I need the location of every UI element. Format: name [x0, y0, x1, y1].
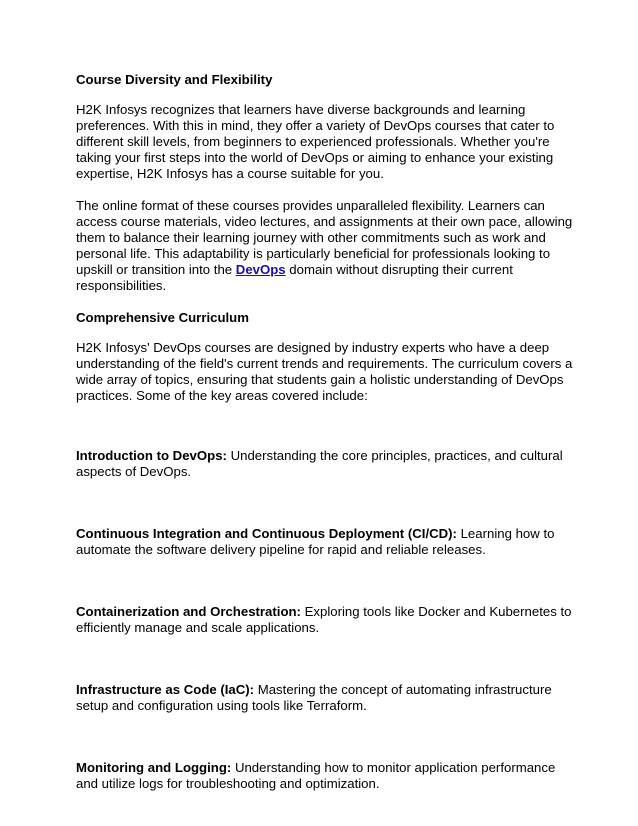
topic-description: Understanding the core principles, practices, and cultural aspects of DevOps.: [76, 448, 563, 479]
topic-introduction-devops: [76, 448, 576, 480]
section-heading-course-diversity: Course Diversity and Flexibility: [76, 72, 273, 87]
topic-title: Monitoring and Logging:: [76, 760, 232, 775]
paragraph-online-flexibility: [76, 198, 576, 294]
topic-description: Learning how to automate the software delivery pipeline for rapid and reliable releases.: [76, 526, 555, 557]
topic-title: Infrastructure as Code (IaC):: [76, 682, 255, 697]
document-body: [76, 72, 576, 792]
paragraph-text-start: The online format of these courses provides unparalleled flexibility. Learners can access course materials, video lectures, and assignments at their own pace, allowing them to balance their learning journey with other commitments such as work and personal life. This adaptability is particularly beneficial for professionals looking to upskill or transition into the: [76, 198, 573, 277]
topic-containerization: [76, 604, 576, 636]
topic-title: Containerization and Orchestration:: [76, 604, 301, 619]
paragraph-curriculum-intro: H2K Infosys' DevOps courses are designed by industry experts who have a deep understanding of the field's current trends and requirements. The curriculum covers a wide array of topics, ensuring that students gain a holistic understanding of DevOps practices. Some of the key areas covered include:: [76, 340, 573, 403]
topic-infrastructure-as-code: [76, 682, 576, 714]
topic-ci-cd: [76, 526, 576, 558]
paragraph-learner-backgrounds: H2K Infosys recognizes that learners have diverse backgrounds and learning preferences. With this in mind, they offer a variety of DevOps courses that cater to different skill levels, from beginners to experienced professionals. Whether you're taking your first steps into the world of DevOps or aiming to enhance your existing expertise, H2K Infosys has a course suitable for you.: [76, 102, 555, 181]
topic-title: Introduction to DevOps:: [76, 448, 227, 463]
topic-title: Continuous Integration and Continuous Deployment (CI/CD):: [76, 526, 457, 541]
topic-description: Exploring tools like Docker and Kubernetes to efficiently manage and scale applications.: [76, 604, 572, 635]
section-heading-curriculum: Comprehensive Curriculum: [76, 310, 249, 325]
topic-monitoring-logging: [76, 760, 576, 792]
devops-link[interactable]: DevOps: [235, 262, 286, 277]
topic-description: Mastering the concept of automating infrastructure setup and configuration using tools like Terraform.: [76, 682, 552, 713]
paragraph-text-end: domain without disrupting their current responsibilities.: [76, 262, 513, 293]
topic-description: Understanding how to monitor application performance and utilize logs for troubleshooting and optimization.: [76, 760, 556, 791]
